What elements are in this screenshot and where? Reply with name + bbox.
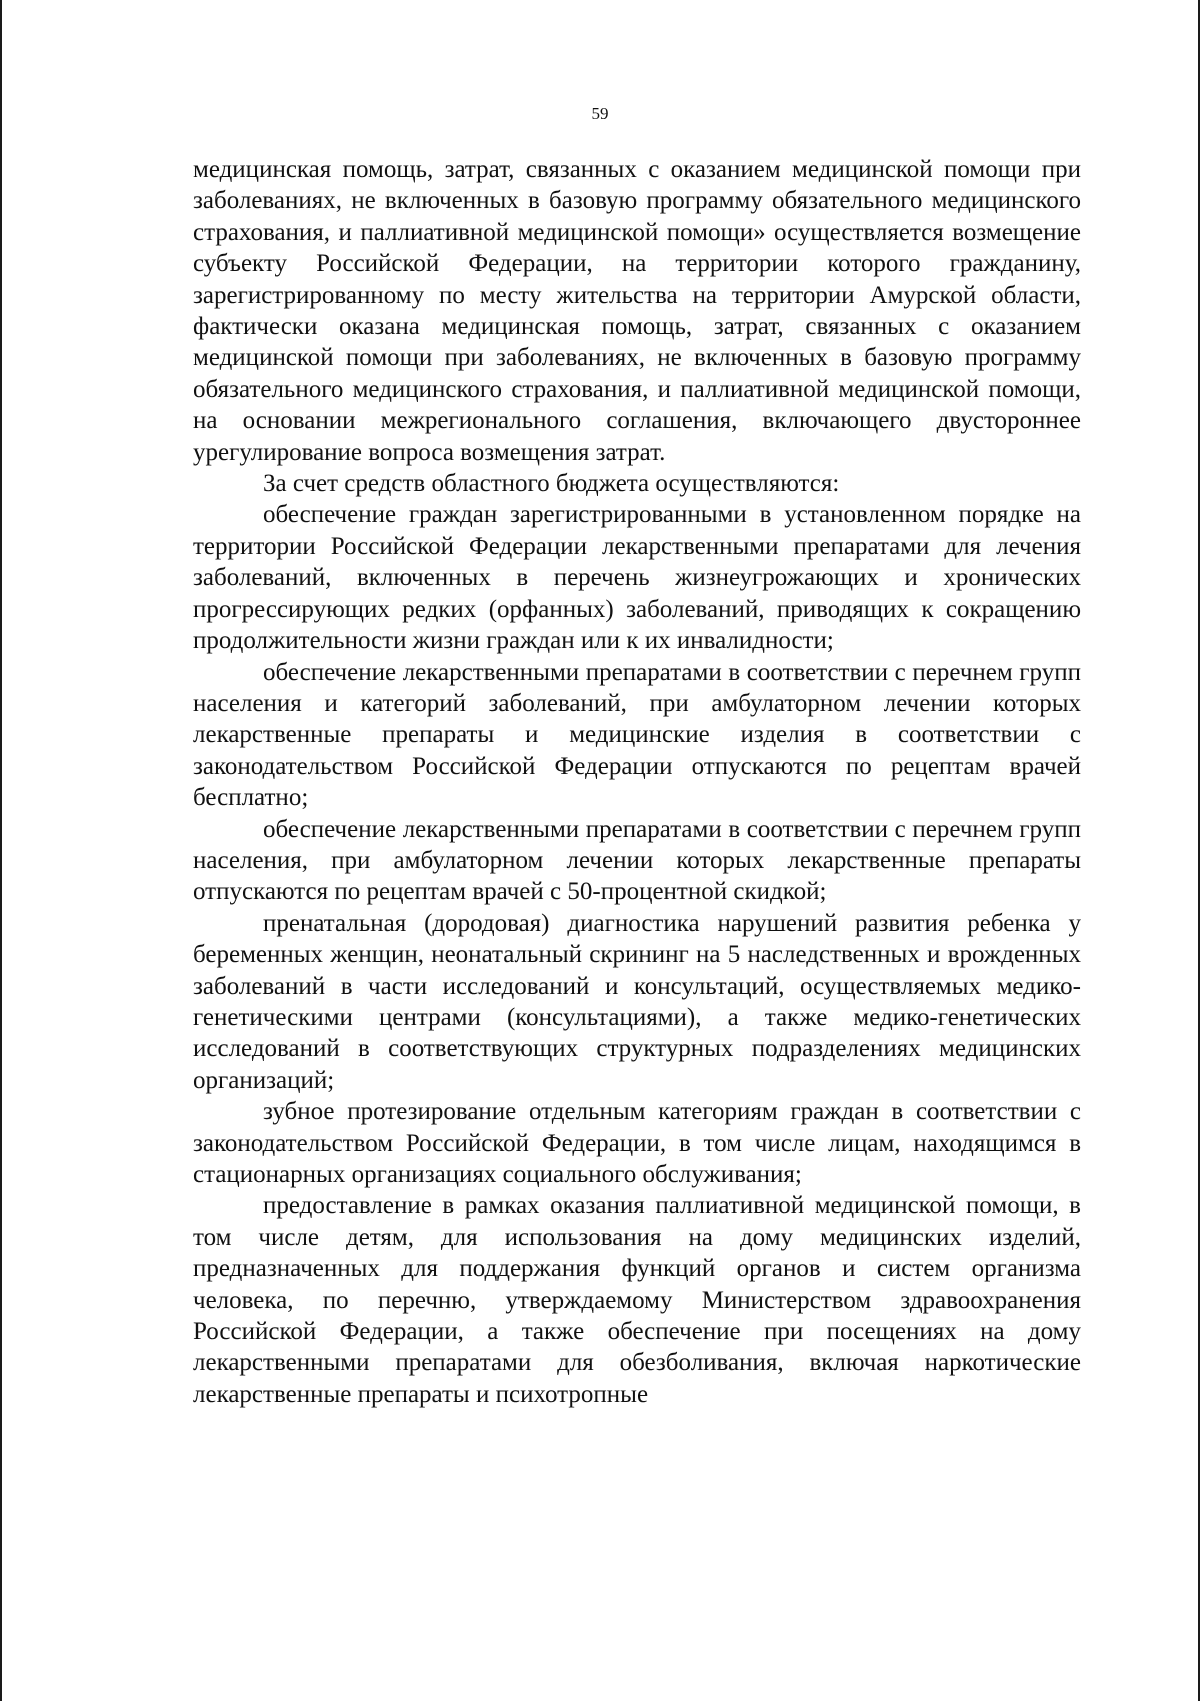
paragraph-prenatal-diagnostics: пренатальная (дородовая) диагностика нарушений развития ребенка у беременных женщин, неонатальный скрининг на 5 наследственных и врожденных заболеваний в части исследований и консультаций, осуществляемых медико-генетическими центрами (консультациями), а также медико-генетических исследований в соответствующих структурных подразделениях медицинских организаций; xyxy=(193,909,1081,1094)
paragraph-free-drugs: обеспечение лекарственными препаратами в соответствии с перечнем групп населения и категорий заболеваний, при амбулаторном лечении которых лекарственные препараты и медицинские изделия в соответствии с законодательством Российской Федерации отпускаются по рецептам врачей бесплатно; xyxy=(193,658,1081,812)
document-body xyxy=(193,154,1081,1410)
paragraph-discount-drugs: обеспечение лекарственными препаратами в соответствии с перечнем групп населения, при амбулаторном лечении которых лекарственные препараты отпускаются по рецептам врачей с 50-процентной скидкой; xyxy=(193,815,1081,906)
paragraph-palliative-care: предоставление в рамках оказания паллиативной медицинской помощи, в том числе детям, для использования на дому медицинских изделий, предназначенных для поддержания функций органов и систем организма человека, по перечню, утверждаемому Министерством здравоохранения Российской Федерации, а также обеспечение при посещениях на дому лекарственными препаратами для обезболивания, включая наркотические лекарственные препараты и психотропные xyxy=(193,1192,1081,1408)
paragraph-orphan-drugs: обеспечение граждан зарегистрированными в установленном порядке на территории Российской Федерации лекарственными препаратами для лечения заболеваний, включенных в перечень жизнеугрожающих и хронических прогрессирующих редких (орфанных) заболеваний, приводящих к сокращению продолжительности жизни граждан или к их инвалидности; xyxy=(193,501,1081,655)
scan-edge-left xyxy=(0,0,2,1701)
page-number: 59 xyxy=(591,104,609,123)
paragraph-continuation: медицинская помощь, затрат, связанных с оказанием медицинской помощи при заболеваниях, не включенных в базовую программу обязательного медицинского страхования, и паллиативной медицинской помощи» осуществляется возмещение субъекту Российской Федерации, на территории которого гражданину, зарегистрированному по месту жительства на территории Амурской области, фактически оказана медицинская помощь, затрат, связанных с оказанием медицинской помощи при заболеваниях, не включенных в базовую программу обязательного медицинского страхования, и паллиативной медицинской помощи, на основании межрегионального соглашения, включающего двустороннее урегулирование вопроса возмещения затрат. xyxy=(193,156,1081,466)
paragraph-funding-intro: За счет средств областного бюджета осуществляются: xyxy=(263,470,840,498)
paragraph-dental-prosthetics: зубное протезирование отдельным категориям граждан в соответствии с законодательством Российской Федерации, в том числе лицам, находящимся в стационарных организациях социального обслуживания; xyxy=(193,1098,1081,1188)
